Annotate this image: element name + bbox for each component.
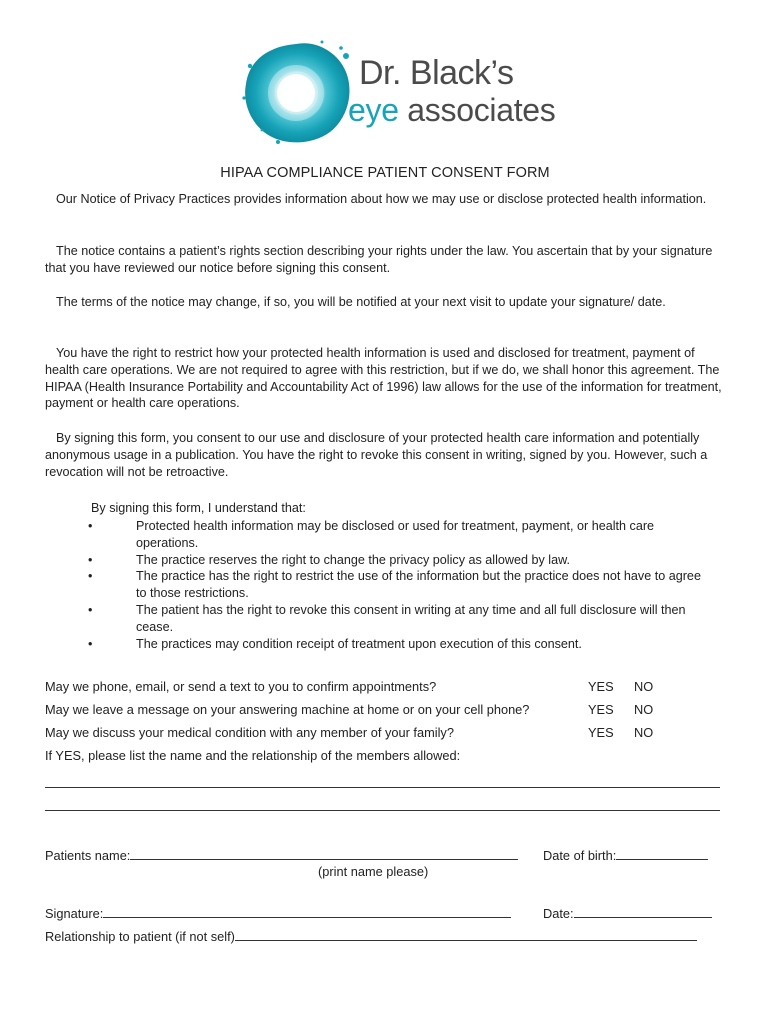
- paragraph-restrict-rights: You have the right to restrict how your protected health information is used and disclosed for treatment, payment of health care operations. We are not required to agree with this restriction, but if we do, we shall honor this agreement. The HIPAA (Health Insurance Portability and Accountability Act of 1996) law allows for the use of the information for treatment, payment or health care operations.: [45, 346, 722, 411]
- bullet-text: The practice reserves the right to change the privacy policy as allowed by law.: [136, 552, 571, 567]
- question-text: May we leave a message on your answering machine at home or on your cell phone?: [45, 702, 530, 717]
- question-text: May we phone, email, or send a text to you to confirm appointments?: [45, 679, 437, 694]
- bullet-icon: •: [88, 519, 93, 533]
- patient-name-label: Patients name:: [45, 848, 131, 863]
- bullet-icon: •: [88, 552, 93, 567]
- yes-option[interactable]: YES: [588, 679, 614, 694]
- list-item: [88, 552, 708, 569]
- members-entry-line-2[interactable]: [45, 810, 720, 811]
- print-name-hint: (print name please): [318, 864, 429, 879]
- date-of-birth-input-line[interactable]: [616, 847, 708, 860]
- list-item: [88, 636, 708, 653]
- logo-wordmark-accent: eye: [348, 92, 399, 128]
- question-row-confirm-appointments: [45, 679, 725, 697]
- relationship-input-line[interactable]: [235, 928, 697, 941]
- date-input-line[interactable]: [574, 905, 712, 918]
- paragraph-privacy-notice: Our Notice of Privacy Practices provides information about how we may use or disclose protected health information.: [56, 192, 707, 206]
- question-text: May we discuss your medical condition with any member of your family?: [45, 725, 454, 740]
- bullet-icon: •: [88, 636, 93, 651]
- yes-option[interactable]: YES: [588, 702, 614, 717]
- bullet-text: Protected health information may be disclosed or used for treatment, payment, or health care operations.: [136, 519, 655, 550]
- members-entry-line-1[interactable]: [45, 787, 720, 788]
- understand-bullet-list: [88, 518, 708, 652]
- list-item: [88, 568, 708, 602]
- understand-intro: By signing this form, I understand that:: [91, 501, 306, 515]
- signature-label: Signature:: [45, 906, 104, 921]
- bullet-icon: •: [88, 569, 93, 584]
- no-option[interactable]: NO: [634, 725, 654, 740]
- yes-option[interactable]: YES: [588, 725, 614, 740]
- splash-circle-logo-icon: [238, 38, 356, 146]
- paragraph-consent-scope: By signing this form, you consent to our use and disclosure of your protected health care information and potentially anonymous usage in a publication. You have the right to revoke this consent in writing, signed by you. However, such a revocation will not be retroactive.: [45, 431, 708, 479]
- no-option[interactable]: NO: [634, 702, 654, 717]
- logo: [238, 38, 556, 146]
- bullet-icon: •: [88, 602, 93, 617]
- relationship-label: Relationship to patient (if not self): [45, 929, 235, 944]
- bullet-text: The practices may condition receipt of treatment upon execution of this consent.: [136, 636, 582, 651]
- members-prompt: If YES, please list the name and the relationship of the members allowed:: [45, 748, 461, 763]
- list-item: [88, 602, 708, 636]
- bullet-text: The patient has the right to revoke this consent in writing at any time and all full disclosure will then cease.: [136, 602, 686, 634]
- signature-input-line[interactable]: [103, 905, 511, 918]
- form-title: HIPAA COMPLIANCE PATIENT CONSENT FORM: [220, 165, 550, 181]
- question-row-discuss-family: [45, 725, 725, 743]
- relationship-field: [45, 928, 697, 944]
- list-item: [88, 518, 708, 552]
- signature-field: [45, 905, 511, 921]
- question-row-leave-message: [45, 702, 725, 720]
- date-of-birth-label: Date of birth:: [543, 848, 617, 863]
- date-label: Date:: [543, 906, 574, 921]
- logo-wordmark-line1: Dr. Black’s: [359, 54, 514, 92]
- no-option[interactable]: NO: [634, 679, 654, 694]
- paragraph-notice-changes: The terms of the notice may change, if so, you will be notified at your next visit to update your signature/ date.: [56, 295, 666, 309]
- patient-name-field: [45, 847, 518, 863]
- date-field: [543, 905, 712, 921]
- date-of-birth-field: [543, 847, 708, 863]
- logo-wordmark-line2: [348, 92, 556, 129]
- patient-name-input-line[interactable]: [130, 847, 518, 860]
- bullet-text: The practice has the right to restrict the use of the information but the practice does not have to agree to those restrictions.: [136, 569, 701, 601]
- members-prompt-row: [45, 748, 725, 766]
- paragraph-patient-rights: The notice contains a patient’s rights section describing your rights under the law. You ascertain that by your signature that you have reviewed our notice before signing this consent.: [45, 244, 713, 275]
- logo-wordmark-rest: associates: [407, 92, 556, 128]
